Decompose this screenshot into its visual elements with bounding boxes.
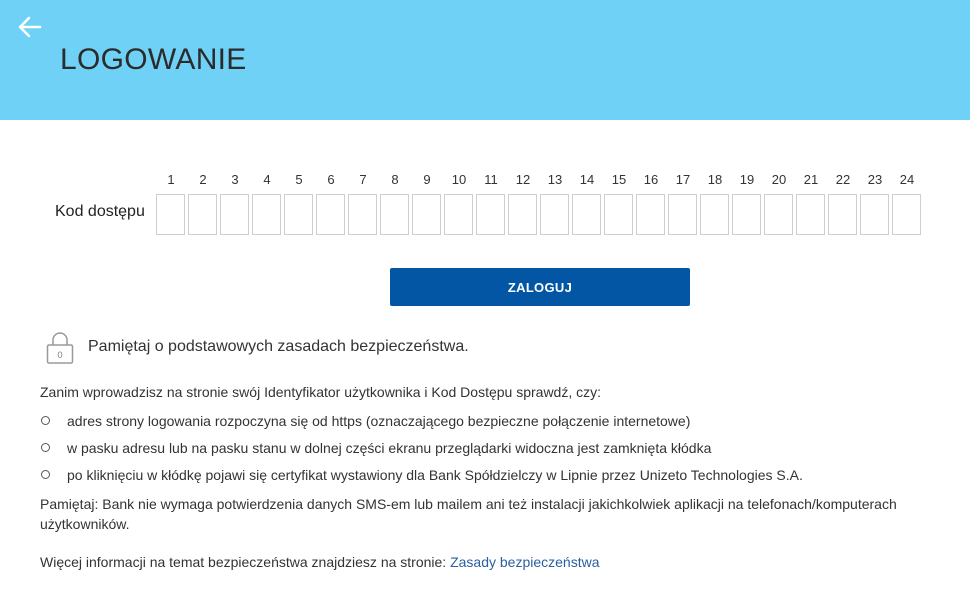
digit-position-number: 24	[899, 172, 915, 187]
list-item-text: w pasku adresu lub na pasku stanu w dolnej części ekranu przeglądarki widoczna jest zamknięta kłódka	[67, 440, 712, 456]
more-info	[40, 554, 600, 570]
access-code-digit-input[interactable]	[764, 194, 793, 235]
access-code-digit-input[interactable]	[860, 194, 889, 235]
padlock-icon	[45, 330, 75, 366]
digit-position-number: 18	[707, 172, 723, 187]
digit-position-number: 13	[547, 172, 563, 187]
circle-bullet-icon	[41, 443, 50, 452]
access-code-digit-input[interactable]	[444, 194, 473, 235]
access-code-digit-input[interactable]	[508, 194, 537, 235]
circle-bullet-icon	[41, 470, 50, 479]
access-code-digit-input[interactable]	[796, 194, 825, 235]
digit-position-number: 9	[423, 172, 431, 187]
access-code-digit-input[interactable]	[732, 194, 761, 235]
list-item	[40, 439, 940, 466]
access-code-digit-input[interactable]	[252, 194, 281, 235]
digit-position-number: 11	[484, 172, 498, 187]
digit-position-number: 2	[199, 172, 207, 187]
access-code-digit-input[interactable]	[700, 194, 729, 235]
digit-position-number: 20	[771, 172, 787, 187]
access-code-digit-input[interactable]	[284, 194, 313, 235]
digit-position-number: 21	[803, 172, 819, 187]
circle-bullet-icon	[41, 416, 50, 425]
access-code-digit-input[interactable]	[636, 194, 665, 235]
access-code-digit-input[interactable]	[412, 194, 441, 235]
digit-position-number: 16	[643, 172, 659, 187]
digit-position-number: 23	[867, 172, 883, 187]
access-code-digit-input[interactable]	[572, 194, 601, 235]
security-reminder: Pamiętaj: Bank nie wymaga potwierdzenia danych SMS-em lub mailem ani też instalacji jakichkolwiek aplikacji na telefonach/komputerach użytkowników.	[40, 496, 897, 532]
digit-position-number: 22	[835, 172, 851, 187]
digit-position-number: 17	[675, 172, 691, 187]
access-code-label: Kod dostępu	[55, 203, 145, 220]
list-item	[40, 466, 940, 493]
access-code-digit-input[interactable]	[188, 194, 217, 235]
digit-position-number: 5	[295, 172, 303, 187]
digit-position-number: 3	[231, 172, 239, 187]
access-code-digit-input[interactable]	[476, 194, 505, 235]
access-code-digit-input[interactable]	[604, 194, 633, 235]
security-intro: Zanim wprowadzisz na stronie swój Identyfikator użytkownika i Kod Dostępu sprawdź, czy:	[40, 384, 602, 400]
list-item-text: po kliknięciu w kłódkę pojawi się certyfikat wystawiony dla Bank Spółdzielczy w Lipnie przez Unizeto Technologies S.A.	[67, 467, 803, 483]
digit-position-number: 4	[263, 172, 271, 187]
login-button[interactable]: ZALOGUJ	[390, 268, 690, 306]
digit-position-number: 12	[515, 172, 531, 187]
more-info-text: Więcej informacji na temat bezpieczeństwa znajdziesz na stronie:	[40, 554, 451, 570]
access-code-digit-input[interactable]	[348, 194, 377, 235]
access-code-digit-input[interactable]	[668, 194, 697, 235]
digit-position-number: 7	[359, 172, 367, 187]
list-item	[40, 412, 940, 439]
digit-position-number: 8	[391, 172, 399, 187]
security-checklist	[40, 412, 940, 493]
access-code-digit-input[interactable]	[220, 194, 249, 235]
page-title: LOGOWANIE	[60, 43, 247, 76]
access-code-digit-input[interactable]	[156, 194, 185, 235]
digit-position-number: 15	[611, 172, 627, 187]
digit-position-number: 19	[739, 172, 755, 187]
access-code-digit-input[interactable]	[316, 194, 345, 235]
access-code-digit-input[interactable]	[540, 194, 569, 235]
digit-position-number: 1	[167, 172, 175, 187]
arrow-left-icon[interactable]	[16, 13, 44, 41]
access-code-digit-input[interactable]	[892, 194, 921, 235]
list-item-text: adres strony logowania rozpoczyna się od https (oznaczającego bezpieczne połączenie internetowe)	[67, 413, 691, 429]
security-heading: Pamiętaj o podstawowych zasadach bezpieczeństwa.	[88, 338, 469, 355]
digit-position-number: 6	[327, 172, 335, 187]
access-code-digit-input[interactable]	[380, 194, 409, 235]
access-code-digit-input[interactable]	[828, 194, 857, 235]
digit-position-number: 10	[451, 172, 467, 187]
svg-text:0: 0	[57, 351, 63, 361]
security-rules-link[interactable]: Zasady bezpieczeństwa	[450, 554, 600, 570]
digit-position-number: 14	[579, 172, 595, 187]
page-header	[0, 0, 970, 120]
